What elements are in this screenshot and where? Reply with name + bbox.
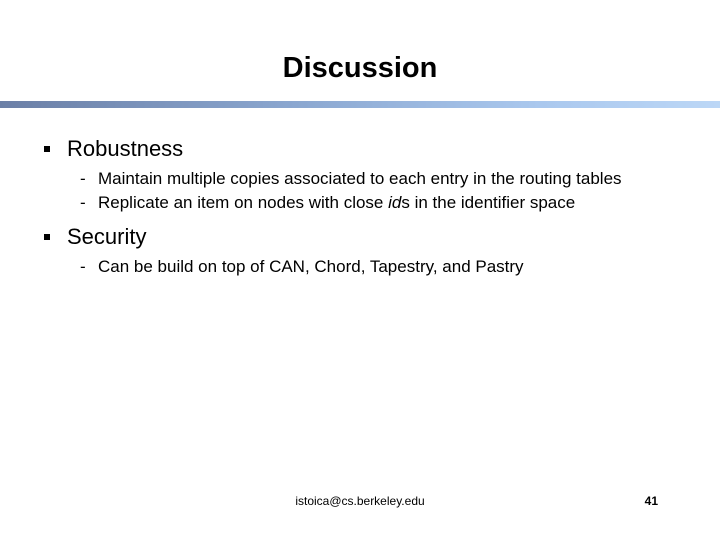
slide-content: [0, 135, 720, 281]
slide-title: Discussion: [282, 52, 438, 84]
square-bullet-icon: [44, 146, 50, 152]
page-number: 41: [644, 494, 658, 508]
dash-bullet-icon: -: [80, 257, 86, 276]
sub-bullet-text: Replicate an item on nodes with close: [98, 193, 389, 212]
sub-bullet-text: Maintain multiple copies associated to each entry in the routing tables: [98, 169, 622, 188]
sub-bullet-text: s in the identifier space: [401, 193, 576, 212]
bullet-robustness: [0, 135, 720, 163]
bullet-security: [0, 223, 720, 251]
sub-list-robustness: [0, 169, 720, 213]
sub-bullet: [0, 193, 720, 213]
bullet-label: Robustness: [67, 136, 184, 161]
bullet-label: Security: [67, 224, 147, 249]
sub-bullet-italic-text: id: [388, 193, 402, 212]
sub-list-security: [0, 257, 720, 277]
dash-bullet-icon: -: [80, 169, 86, 188]
sub-bullet-text: Can be build on top of CAN, Chord, Tapestry, and Pastry: [98, 257, 524, 276]
sub-bullet: [0, 169, 720, 189]
sub-bullet: [0, 257, 720, 277]
dash-bullet-icon: -: [80, 193, 86, 212]
square-bullet-icon: [44, 234, 50, 240]
footer-email: istoica@cs.berkeley.edu: [295, 494, 425, 508]
title-divider: [0, 101, 720, 108]
